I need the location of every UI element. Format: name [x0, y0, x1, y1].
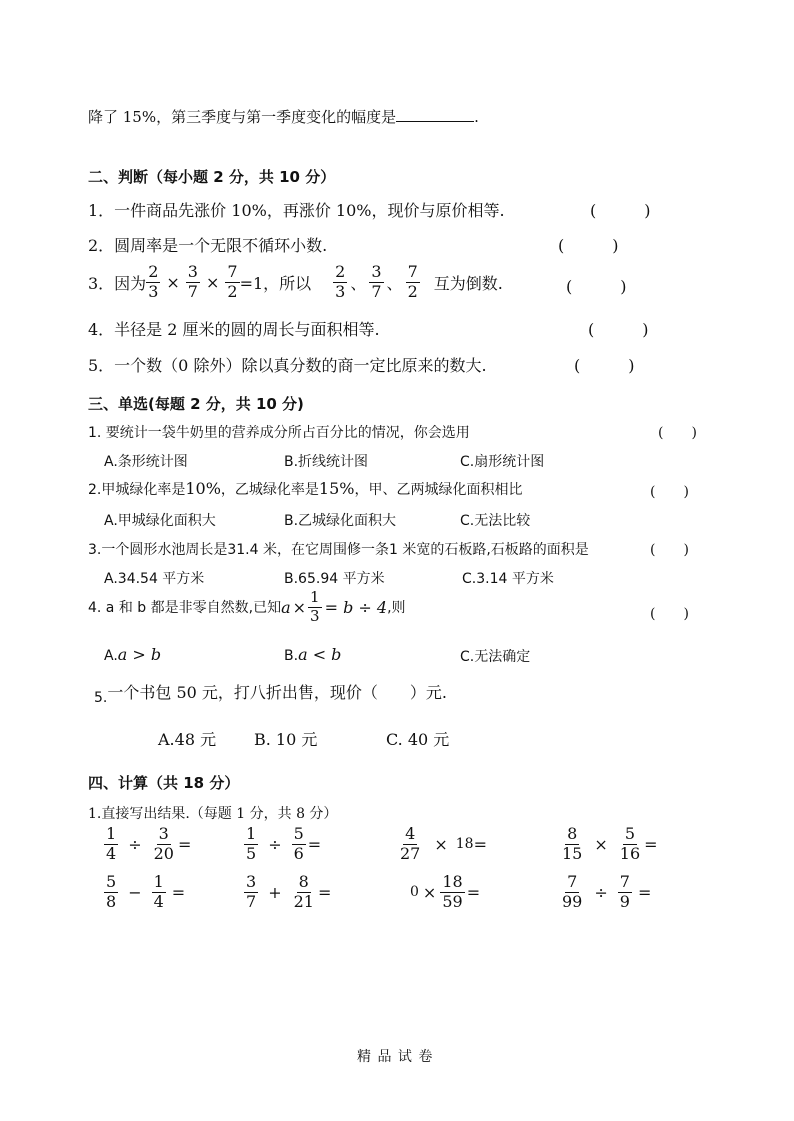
judge-item-3-suffix: 互为倒数.: [433, 273, 503, 293]
operator: ×: [422, 882, 437, 902]
fraction: [292, 826, 306, 863]
fraction: [308, 590, 322, 625]
operator: ÷: [268, 834, 282, 854]
choice-q4-option-b: [284, 645, 341, 664]
calc-item: [104, 826, 191, 863]
operator: ÷: [594, 882, 608, 902]
choice-q5-option-a: A.48 元: [158, 730, 217, 749]
numerator: 3: [246, 872, 257, 891]
denominator: 59: [442, 891, 463, 911]
times-sign: ×: [166, 272, 180, 292]
judge-item-3-paren: ( ): [566, 277, 627, 296]
option-label: A.: [104, 648, 118, 664]
denominator: 3: [310, 606, 320, 625]
fraction: [104, 826, 118, 863]
choice-q1-paren: ( ): [658, 425, 697, 441]
choice-q4-option-c: C.无法确定: [460, 649, 531, 665]
choice-q2-option-b: B.乙城绿化面积大: [284, 513, 397, 529]
choice-q1-option-c: C.扇形统计图: [460, 454, 545, 470]
numerator: 5: [293, 824, 304, 843]
times-sign: ×: [292, 597, 307, 617]
operator: ÷: [128, 834, 142, 854]
equals-sign: =: [177, 834, 192, 854]
option-expression: a > b: [117, 645, 162, 664]
equals-sign: =: [466, 882, 481, 902]
fraction: [560, 826, 584, 863]
operator: ×: [434, 834, 448, 854]
judge-item-1-text: 1．一件商品先涨价 10%，再涨价 10%，现价与原价相等.: [88, 201, 505, 220]
fraction: [618, 874, 632, 911]
fraction: [186, 264, 200, 301]
judge-item-4-paren: ( ): [588, 320, 649, 339]
choice-q1-option-b: B.折线统计图: [284, 454, 369, 470]
denominator: 8: [106, 891, 117, 911]
calc-item: [560, 826, 658, 863]
numerator: 8: [298, 872, 309, 891]
fraction: [152, 874, 166, 911]
fraction: [146, 264, 160, 301]
choice-q5-number: 5.: [94, 690, 108, 706]
calc-instruction: 1.直接写出结果.（每题 1 分，共 8 分）: [88, 806, 338, 822]
choice-q5: [94, 680, 447, 706]
numerator: 1: [246, 824, 257, 843]
choice-q4-text-2: ,则: [387, 600, 406, 617]
operand: 0: [410, 884, 419, 901]
denominator: 15: [562, 843, 583, 863]
top-line-end: .: [474, 108, 479, 126]
choice-q2-value-2: 15%: [318, 479, 355, 498]
calc-item: [244, 874, 331, 911]
equals-sign: =: [473, 834, 487, 854]
choice-q2-option-c: C.无法比较: [460, 513, 531, 529]
numerator: 7: [567, 872, 578, 891]
choice-q4-option-a: [104, 645, 161, 664]
numerator: 5: [624, 824, 636, 843]
answer-blank: [396, 107, 474, 122]
denominator: 4: [106, 843, 117, 863]
choice-q1-option-a: A.条形统计图: [104, 454, 188, 470]
choice-q2: [88, 479, 522, 499]
choice-q1: 1. 要统计一袋牛奶里的营养成分所占百分比的情况，你会选用: [88, 425, 470, 441]
calc-item: [410, 874, 480, 911]
numerator: 2: [335, 262, 346, 281]
judge-item-1: [88, 198, 505, 221]
choice-q4-text-1: 4. a 和 b 都是非零自然数,已知: [88, 600, 282, 617]
judge-item-3-eq: =1，所以: [239, 273, 312, 293]
fraction: [152, 826, 176, 863]
fraction: [618, 826, 642, 863]
fraction: [292, 874, 316, 911]
times-sign: ×: [205, 272, 220, 292]
judge-item-1-paren: ( ): [590, 201, 651, 220]
operator: −: [128, 882, 142, 902]
choice-q2-option-a: A.甲城绿化面积大: [104, 513, 216, 529]
numerator: 5: [106, 872, 117, 891]
choice-q3-option-b: B.65.94 平方米: [284, 571, 385, 587]
choice-q2-value-1: 10%: [185, 479, 221, 498]
judge-item-2-text: 2．圆周率是一个无限不循环小数.: [88, 236, 328, 255]
fraction: [560, 874, 584, 911]
choice-q3-option-a: A.34.54 平方米: [104, 571, 205, 587]
choice-q3-option-c: C.3.14 平方米: [462, 571, 554, 587]
denominator: 21: [293, 891, 314, 911]
choice-q3-paren: ( ): [650, 542, 689, 558]
separator: 、: [386, 273, 403, 293]
numerator: 3: [187, 262, 198, 281]
section-choice-heading: 三、单选(每题 2 分，共 10 分): [88, 395, 304, 413]
judge-item-2: [88, 233, 327, 256]
numerator: 1: [106, 824, 117, 843]
fraction: [244, 874, 258, 911]
option-label: B.: [284, 648, 299, 664]
denominator: 9: [619, 891, 630, 911]
denominator: 7: [246, 891, 257, 911]
top-line: [88, 106, 479, 127]
denominator: 20: [153, 843, 174, 863]
choice-q2-paren: ( ): [650, 484, 689, 500]
numerator: 2: [148, 262, 159, 281]
denominator: 27: [400, 843, 421, 863]
fraction: [406, 264, 420, 301]
denominator: 7: [371, 281, 382, 301]
denominator: 3: [148, 281, 159, 301]
denominator: 16: [619, 843, 641, 863]
equals-sign: =: [317, 882, 332, 902]
calc-item: [244, 826, 321, 863]
denominator: 99: [562, 891, 583, 911]
choice-q4-paren: ( ): [650, 606, 689, 622]
denominator: 3: [335, 281, 346, 301]
fraction: [244, 826, 258, 863]
operator: ×: [594, 834, 608, 854]
choice-q5-option-c: C. 40 元: [386, 730, 450, 749]
equals-sign: =: [171, 882, 186, 902]
separator: 、: [350, 273, 367, 293]
choice-q4: [88, 590, 406, 625]
judge-item-4: [88, 317, 380, 340]
judge-item-2-paren: ( ): [558, 236, 619, 255]
numerator: 3: [158, 824, 169, 843]
calc-item: [104, 874, 185, 911]
calc-item: [398, 826, 487, 863]
section-calc-heading: 四、计算（共 18 分）: [88, 774, 240, 792]
option-expression: a < b: [298, 645, 342, 664]
fraction: [225, 264, 239, 301]
numerator: 4: [405, 824, 416, 843]
fraction: [398, 826, 422, 863]
choice-q5-option-b: B. 10 元: [254, 730, 318, 749]
choice-q3: 3.一个圆形水池周长是31.4 米，在它周围修一条1 米宽的石板路,石板路的面积是: [88, 542, 589, 558]
equals-sign: =: [307, 834, 322, 854]
choice-q2-text-3: ，甲、乙两城绿化面积相比: [354, 482, 523, 498]
fraction: [333, 264, 347, 301]
numerator: 8: [567, 824, 578, 843]
denominator: 4: [153, 891, 164, 911]
footer-text: 精 品 试 卷: [357, 1049, 434, 1065]
numerator: 1: [153, 872, 164, 891]
numerator: 7: [407, 262, 418, 281]
operator: +: [268, 882, 282, 902]
fraction: [369, 264, 383, 301]
choice-q2-text-1: 2.甲城绿化率是: [88, 482, 186, 498]
choice-q2-text-2: ，乙城绿化率是: [220, 482, 319, 498]
numerator: 7: [227, 262, 238, 281]
numerator: 7: [619, 872, 630, 891]
numerator: 18: [442, 872, 463, 891]
fraction: [104, 874, 118, 911]
denominator: 6: [293, 843, 304, 863]
numerator: 3: [371, 262, 382, 281]
choice-q5-text: 一个书包 50 元，打八折出售，现价（ ）元.: [107, 683, 447, 702]
judge-item-4-text: 4．半径是 2 厘米的圆的周长与面积相等.: [88, 320, 380, 339]
choice-q4-variable-a: a: [281, 597, 291, 617]
calc-item: [560, 874, 651, 911]
operand: 18: [455, 836, 474, 853]
judge-item-3: [88, 264, 503, 301]
denominator: 2: [407, 281, 418, 301]
fraction: [440, 874, 464, 911]
denominator: 5: [246, 843, 257, 863]
numerator: 1: [310, 588, 320, 606]
judge-item-3-prefix: 3．因为: [88, 273, 147, 293]
denominator: 7: [187, 281, 198, 301]
equals-sign: =: [644, 834, 658, 854]
equals-sign: =: [637, 882, 652, 902]
choice-q4-equation-rest: = b ÷ 4: [324, 597, 388, 617]
section-judge-heading: 二、判断（每小题 2 分，共 10 分）: [88, 168, 336, 186]
top-line-text: 降了 15%，第三季度与第一季度变化的幅度是: [88, 108, 397, 126]
judge-item-5-text: 5．一个数（0 除外）除以真分数的商一定比原来的数大.: [88, 356, 487, 375]
judge-item-5: [88, 353, 487, 376]
denominator: 2: [227, 281, 238, 301]
judge-item-5-paren: ( ): [574, 356, 635, 375]
